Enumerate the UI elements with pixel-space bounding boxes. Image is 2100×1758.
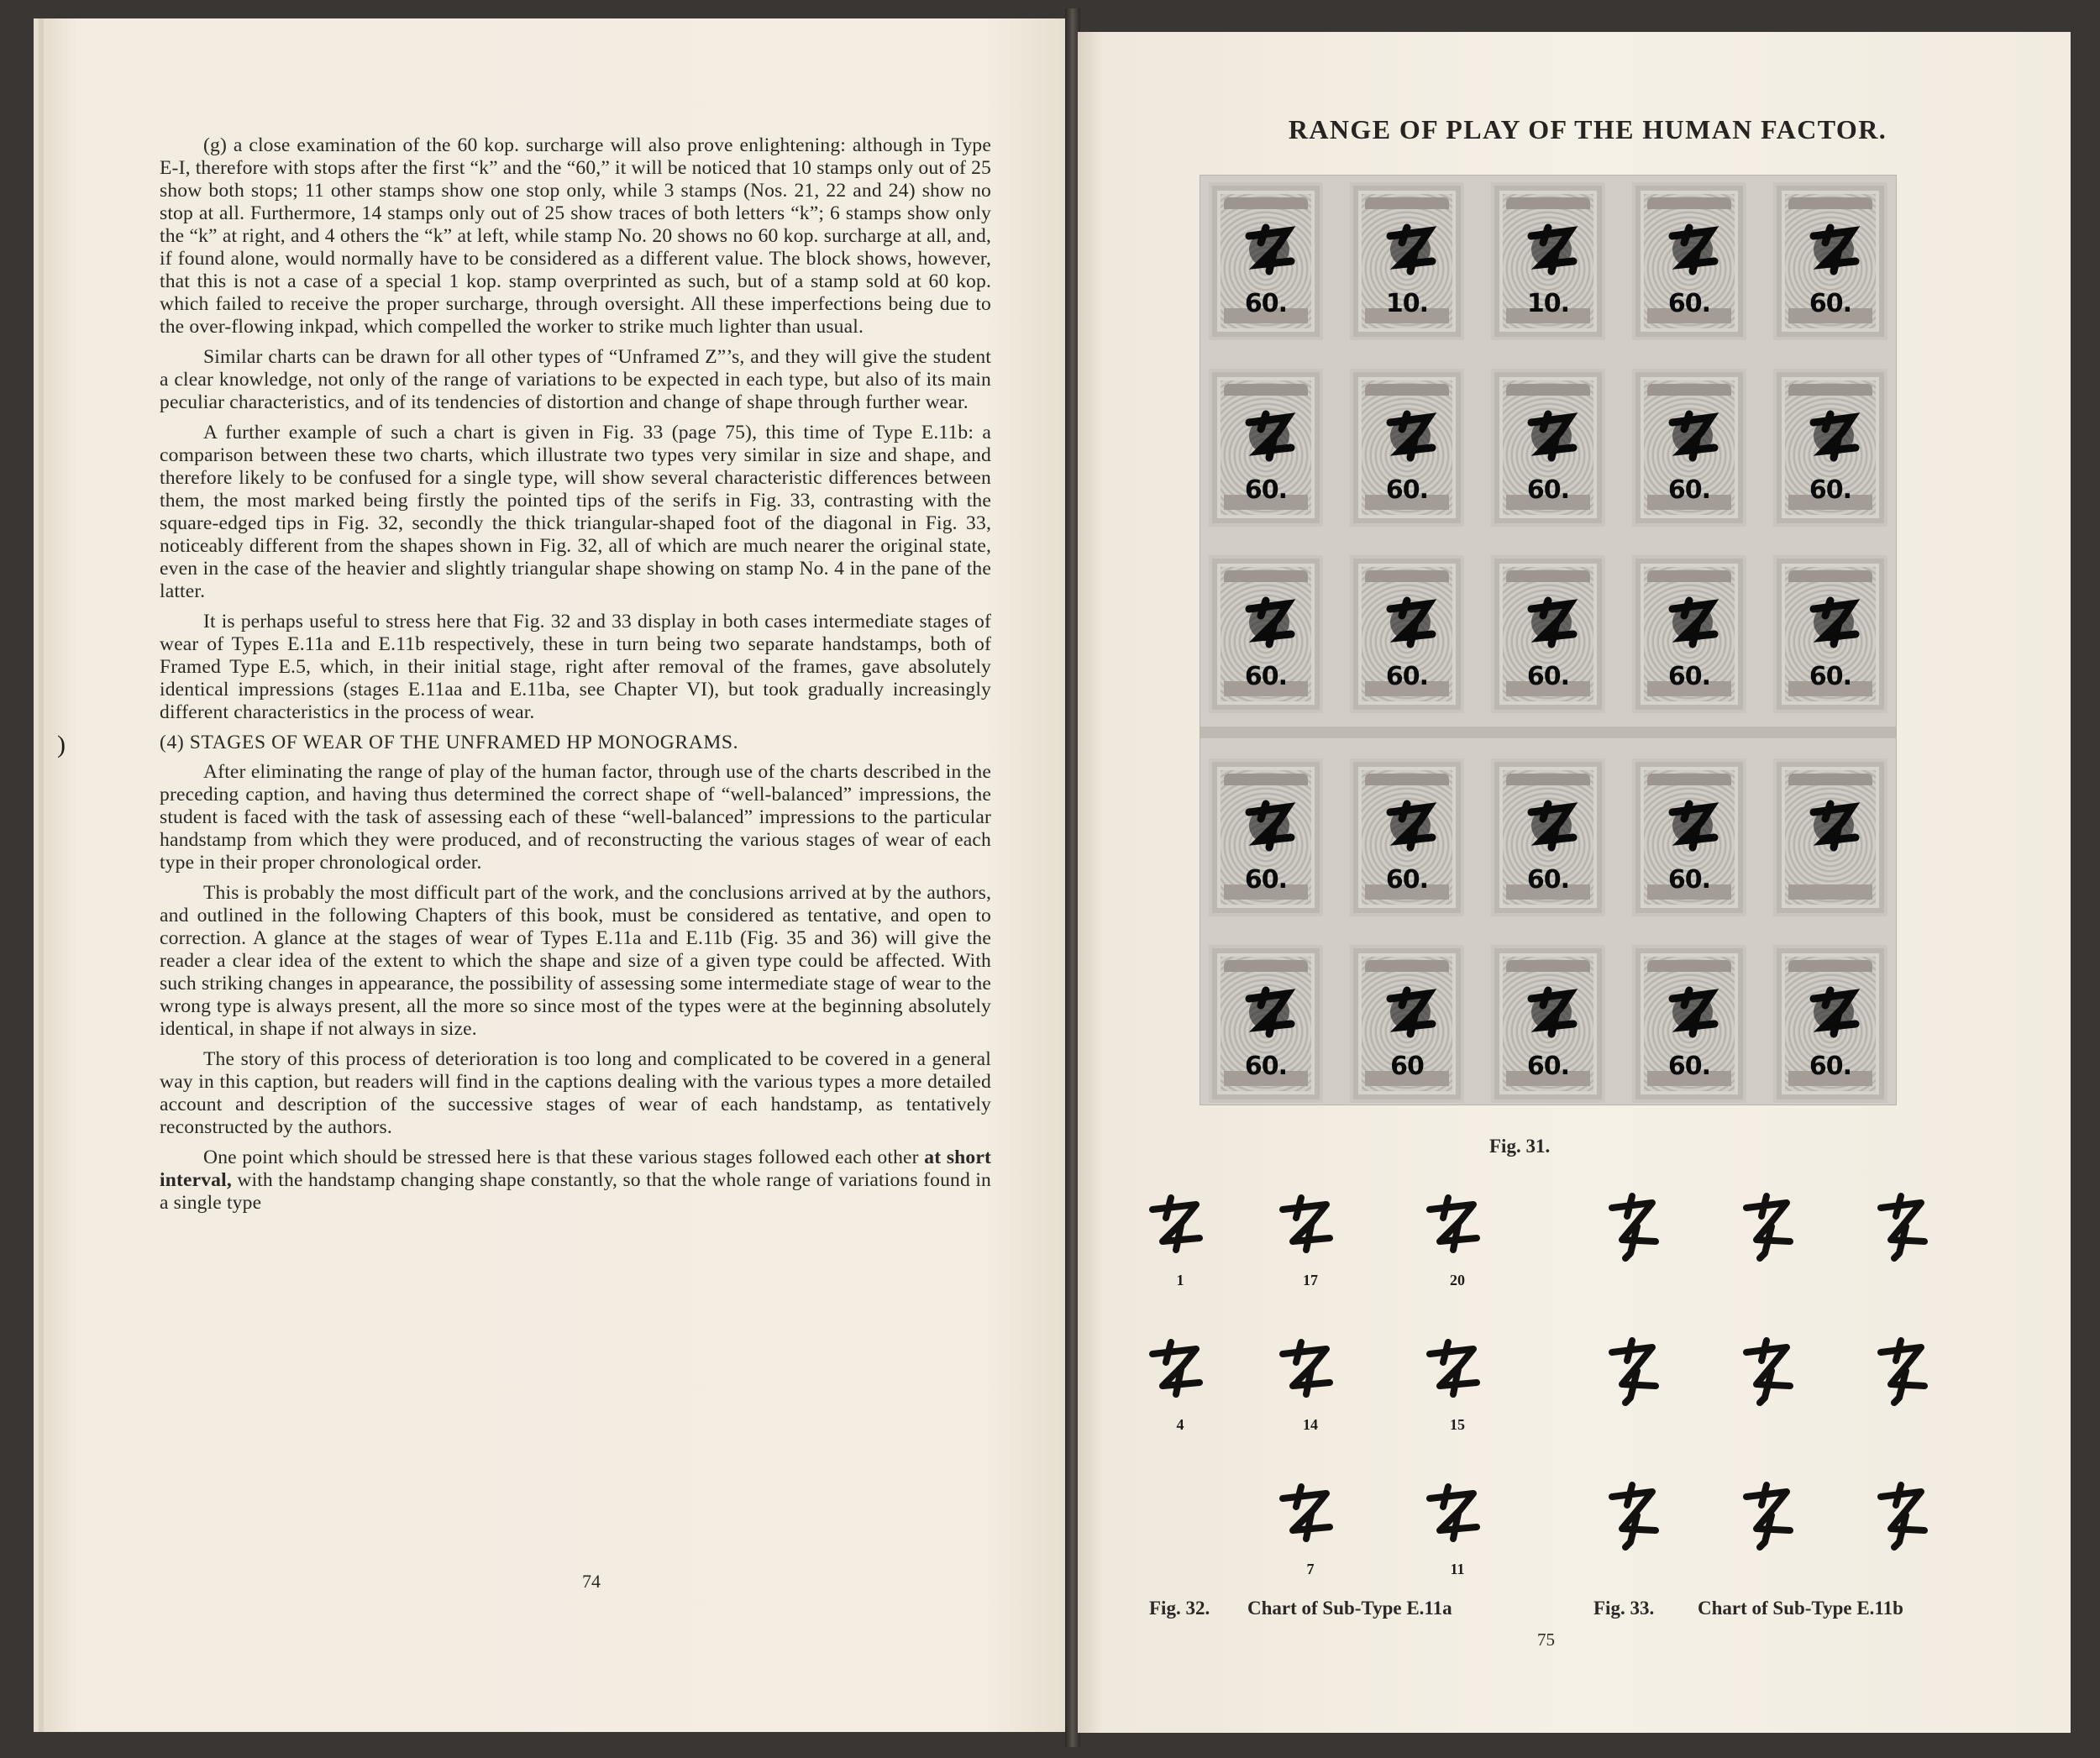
chart-e11a-monogram: [1273, 1480, 1348, 1581]
monogram-impression: [1142, 1191, 1218, 1267]
monogram-impression: [1273, 1480, 1348, 1556]
chart-number: 15: [1450, 1416, 1465, 1433]
fig33-label: Fig. 33.: [1593, 1598, 1655, 1619]
chart-e11a-monogram: [1273, 1191, 1348, 1292]
stamp-top-band: [1365, 197, 1449, 209]
surcharge-text: 60.: [1526, 475, 1570, 505]
monogram-overprint: [1523, 221, 1582, 280]
paragraph: This is probably the most difficult part of the work, and the conclusions arrived at by the authors, and outlined in the following Chapters of this book, must be considered as tentative, and open to correction. A glance at the stages of wear of Types E.11a and E.11b (Fig. 35 and 36) will give the reader a clear idea of the extent to which the shape and size of a given type could be affected. With such striking changes in appearance, the possibility of assessing some intermediate stage of wear to the wrong type is always present, all the more so since most of the types were at the beginning absolutely identical, in shape if not always in size.: [160, 882, 991, 1040]
plate-title: RANGE OF PLAY OF THE HUMAN FACTOR.: [1288, 114, 1887, 144]
chart-number: 20: [1450, 1272, 1465, 1288]
stamp: [1773, 555, 1887, 713]
chart-e11b-monogram: [1735, 1480, 1810, 1581]
paragraph: [160, 1147, 991, 1215]
monogram-overprint: [1523, 797, 1582, 856]
stamp-top-band: [1647, 384, 1731, 396]
monogram-impression: [1869, 1191, 1945, 1267]
monogram-impression: [1869, 1336, 1945, 1411]
stamp-top-band: [1506, 960, 1590, 972]
monogram-impression: [1273, 1336, 1348, 1411]
paragraph: Similar charts can be drawn for all other types of “Unframed Z”’s, and they will give the student a clear knowledge, not only of the range of variations to be expected in each type, but also of its main peculiar characteristics, and of its tendencies of distortion and change of shape through further wear.: [160, 346, 991, 413]
stamp: [1632, 369, 1746, 527]
monogram-overprint: [1382, 797, 1441, 856]
stamp-top-band: [1224, 960, 1308, 972]
chart-e11a-monogram: [1142, 1336, 1218, 1436]
stamp-top-band: [1506, 774, 1590, 785]
monogram-overprint: [1382, 984, 1441, 1042]
surcharge-text: 60.: [1244, 289, 1288, 318]
chart-e11b-monogram: [1735, 1191, 1810, 1292]
stamp: [1773, 945, 1887, 1103]
monogram-overprint: [1805, 984, 1864, 1042]
surcharge-text: 60.: [1809, 475, 1852, 505]
chart-e11a-monogram: [1142, 1191, 1218, 1292]
monogram-impression: [1600, 1191, 1676, 1267]
monogram-overprint: [1805, 594, 1864, 653]
monogram-impression: [1420, 1480, 1495, 1556]
surcharge-text: 60.: [1526, 1052, 1570, 1081]
monogram-overprint: [1664, 221, 1723, 280]
chart-e11a-monogram: [1273, 1336, 1348, 1436]
stamp-top-band: [1224, 197, 1308, 209]
stamp-top-band: [1224, 384, 1308, 396]
stamp-top-band: [1506, 197, 1590, 209]
monogram-impression: [1273, 1191, 1348, 1267]
stamp: [1209, 555, 1323, 713]
stamp-top-band: [1506, 384, 1590, 396]
monogram-overprint: [1523, 594, 1582, 653]
chart-number: 4: [1176, 1416, 1184, 1433]
surcharge-text: 60.: [1667, 475, 1711, 505]
stamp-top-band: [1788, 384, 1872, 396]
surcharge-text: 60.: [1667, 289, 1711, 318]
chart-e11b-monogram: [1735, 1336, 1810, 1436]
monogram-overprint: [1805, 221, 1864, 280]
surcharge-text: 60.: [1385, 475, 1429, 505]
surcharge-text: 60: [1390, 1052, 1424, 1081]
monogram-overprint: [1241, 221, 1299, 280]
left-page-body: [160, 134, 991, 1222]
fig32-title: Chart of Sub-Type E.11a: [1247, 1598, 1452, 1619]
stamp-top-band: [1647, 774, 1731, 785]
paragraph: A further example of such a chart is given in Fig. 33 (page 75), this time of Type E.11b: a comparison between these two charts, which illustrate two types very similar in size and shape, and therefore likely to be confused for a single type, will show several characteristic differences between them, the most marked being firstly the pointed tips of the serifs in Fig. 33, contrasting with the square-edged tips in Fig. 32, secondly the thick triangular-shaped foot of the diagonal in Fig. 33, noticeably different from the shapes shown in Fig. 32, all of which are much nearer the original state, even in the case of the heavier and slightly triangular shape showing on stamp No. 4 in the pane of the latter.: [160, 422, 991, 602]
monogram-overprint: [1382, 221, 1441, 280]
stamp-top-band: [1224, 570, 1308, 582]
paragraph: The story of this process of deterioration is too long and complicated to be covered in a general way in this caption, but readers will find in the captions dealing with the various types a more detailed account and description of the successive stages of wear of each handstamp, as tentatively reconstructed by the authors.: [160, 1048, 991, 1138]
monogram-impression: [1600, 1336, 1676, 1411]
monogram-impression: [1735, 1191, 1810, 1267]
paragraph-text: One point which should be stressed here is that these various stages followed each other: [203, 1147, 925, 1168]
stamp: [1491, 945, 1605, 1103]
chart-number: 14: [1303, 1416, 1318, 1433]
monogram-overprint: [1382, 594, 1441, 653]
stamp: [1209, 182, 1323, 340]
monogram-impression: [1735, 1336, 1810, 1411]
fig33-title: Chart of Sub-Type E.11b: [1698, 1598, 1903, 1619]
chart-e11a-monogram: [1420, 1336, 1495, 1436]
chart-number: 11: [1450, 1561, 1465, 1577]
stamp: [1773, 369, 1887, 527]
stamp: [1491, 555, 1605, 713]
chart-e11b-monogram: [1600, 1480, 1676, 1581]
stamp-bottom-band: [1788, 884, 1872, 900]
page-number-right: 75: [1537, 1629, 1555, 1650]
paragraph: After eliminating the range of play of the human factor, through use of the charts described in the preceding caption, and having thus determined the correct shape of “well-balanced” impressions, the student is faced with the task of assessing each of these “well-balanced” impressions to the particular handstamp from which they were produced, and of reconstructing the various stages of wear of each type in their proper chronological order.: [160, 761, 991, 874]
stamp-block-photo: [1200, 175, 1897, 1105]
stamp-top-band: [1647, 197, 1731, 209]
chart-e11b-monogram: [1600, 1336, 1676, 1436]
chart-e11b-monogram: [1869, 1191, 1945, 1292]
surcharge-text: 60.: [1667, 662, 1711, 691]
monogram-overprint: [1523, 984, 1582, 1042]
page-number-left: 74: [582, 1571, 601, 1592]
bold-phrase: at short interval,: [160, 1147, 991, 1191]
stamp: [1209, 945, 1323, 1103]
monogram-overprint: [1664, 407, 1723, 466]
paragraph-text: with the handstamp changing shape constantly, so that the whole range of variations found in a single type: [160, 1169, 991, 1214]
stamp: [1632, 945, 1746, 1103]
monogram-impression: [1142, 1336, 1218, 1411]
stamp: [1350, 758, 1464, 916]
surcharge-text: 10.: [1385, 289, 1429, 318]
section-heading: (4) STAGES OF WEAR OF THE UNFRAMED HP MONOGRAMS.: [160, 732, 739, 753]
stamp: [1773, 758, 1887, 916]
surcharge-text: 60.: [1809, 662, 1852, 691]
stamp-top-band: [1365, 960, 1449, 972]
surcharge-text: 60.: [1526, 865, 1570, 895]
monogram-overprint: [1382, 407, 1441, 466]
monogram-overprint: [1805, 407, 1864, 466]
stamp: [1632, 758, 1746, 916]
margin-mark: ): [57, 731, 66, 758]
surcharge-text: 60.: [1385, 865, 1429, 895]
chart-e11b-monogram: [1600, 1191, 1676, 1292]
stamp-top-band: [1788, 197, 1872, 209]
monogram-impression: [1869, 1480, 1945, 1556]
chart-e11a-monogram: [1420, 1480, 1495, 1581]
stamp: [1632, 555, 1746, 713]
paragraph: It is perhaps useful to stress here that Fig. 32 and 33 display in both cases intermediate stages of wear of Types E.11a and E.11b respectively, these in turn being two separate handstamps, both of Framed Type E.5, which, in their initial stage, right after removal of the frames, gave absolutely identical impressions (stages E.11aa and E.11ba, see Chapter VI), but took gradually increasingly different characteristics in the process of wear.: [160, 611, 991, 723]
stamp-top-band: [1788, 774, 1872, 785]
surcharge-text: 60.: [1667, 1052, 1711, 1081]
stamp-top-band: [1365, 774, 1449, 785]
stamp: [1350, 945, 1464, 1103]
stamp: [1350, 182, 1464, 340]
chart-e11b-monogram: [1869, 1480, 1945, 1581]
chart-number: 17: [1303, 1272, 1318, 1288]
photo-gap-band: [1200, 727, 1896, 738]
monogram-overprint: [1664, 797, 1723, 856]
surcharge-text: 60.: [1526, 662, 1570, 691]
monogram-overprint: [1664, 984, 1723, 1042]
monogram-overprint: [1241, 797, 1299, 856]
surcharge-text: 60.: [1244, 662, 1288, 691]
chart-e11a-monogram: [1420, 1191, 1495, 1292]
surcharge-text: 60.: [1809, 289, 1852, 318]
fig32-label: Fig. 32.: [1149, 1598, 1210, 1619]
monogram-overprint: [1805, 797, 1864, 856]
monogram-overprint: [1241, 594, 1299, 653]
surcharge-text: 10.: [1526, 289, 1570, 318]
stamp-top-band: [1647, 570, 1731, 582]
chart-number: 1: [1176, 1272, 1184, 1288]
surcharge-text: 60.: [1385, 662, 1429, 691]
chart-number: 7: [1306, 1561, 1315, 1577]
stamp: [1491, 758, 1605, 916]
stamp: [1209, 369, 1323, 527]
stamp-top-band: [1506, 570, 1590, 582]
paragraph: (g) a close examination of the 60 kop. surcharge will also prove enlightening: although in Type E-I, therefore with stops after the first “k” and the “60,” it will be noticed that 10 stamps only out of 25 show both stops; 11 other stamps show one stop only, while 3 stamps (Nos. 21, 22 and 24) show no stop at all. Furthermore, 14 stamps only out of 25 show traces of both letters “k”; 6 stamps show only the “k” at right, and 4 others the “k” at left, while stamp No. 20 shows no 60 kop. surcharge at all, and, if found alone, would normally have to be considered as a different value. The block shows, however, that this is not a case of a special 1 kop. stamp overprinted as such, but of a stamp sold at 60 kop. which failed to receive the proper surcharge, through oversight. All these imperfections being due to the over-flowing inkpad, which compelled the worker to strike much lighter than usual.: [160, 134, 991, 338]
stamp: [1632, 182, 1746, 340]
stamp-top-band: [1224, 774, 1308, 785]
stamp: [1350, 555, 1464, 713]
surcharge-text: 60.: [1667, 865, 1711, 895]
monogram-impression: [1420, 1336, 1495, 1411]
chart-e11b-monogram: [1869, 1336, 1945, 1436]
monogram-impression: [1600, 1480, 1676, 1556]
monogram-overprint: [1664, 594, 1723, 653]
stamp: [1491, 182, 1605, 340]
stamp: [1773, 182, 1887, 340]
stamp-top-band: [1365, 384, 1449, 396]
stamp-top-band: [1788, 960, 1872, 972]
surcharge-text: 60.: [1244, 475, 1288, 505]
monogram-overprint: [1241, 407, 1299, 466]
surcharge-text: 60.: [1244, 865, 1288, 895]
stamp-top-band: [1788, 570, 1872, 582]
fig31-caption: Fig. 31.: [1489, 1136, 1551, 1157]
monogram-overprint: [1241, 984, 1299, 1042]
monogram-impression: [1420, 1191, 1495, 1267]
stamp: [1209, 758, 1323, 916]
stamp: [1350, 369, 1464, 527]
surcharge-text: 60.: [1809, 1052, 1852, 1081]
stamp-top-band: [1647, 960, 1731, 972]
stamp: [1491, 369, 1605, 527]
monogram-impression: [1735, 1480, 1810, 1556]
monogram-overprint: [1523, 407, 1582, 466]
surcharge-text: 60.: [1244, 1052, 1288, 1081]
stamp-top-band: [1365, 570, 1449, 582]
